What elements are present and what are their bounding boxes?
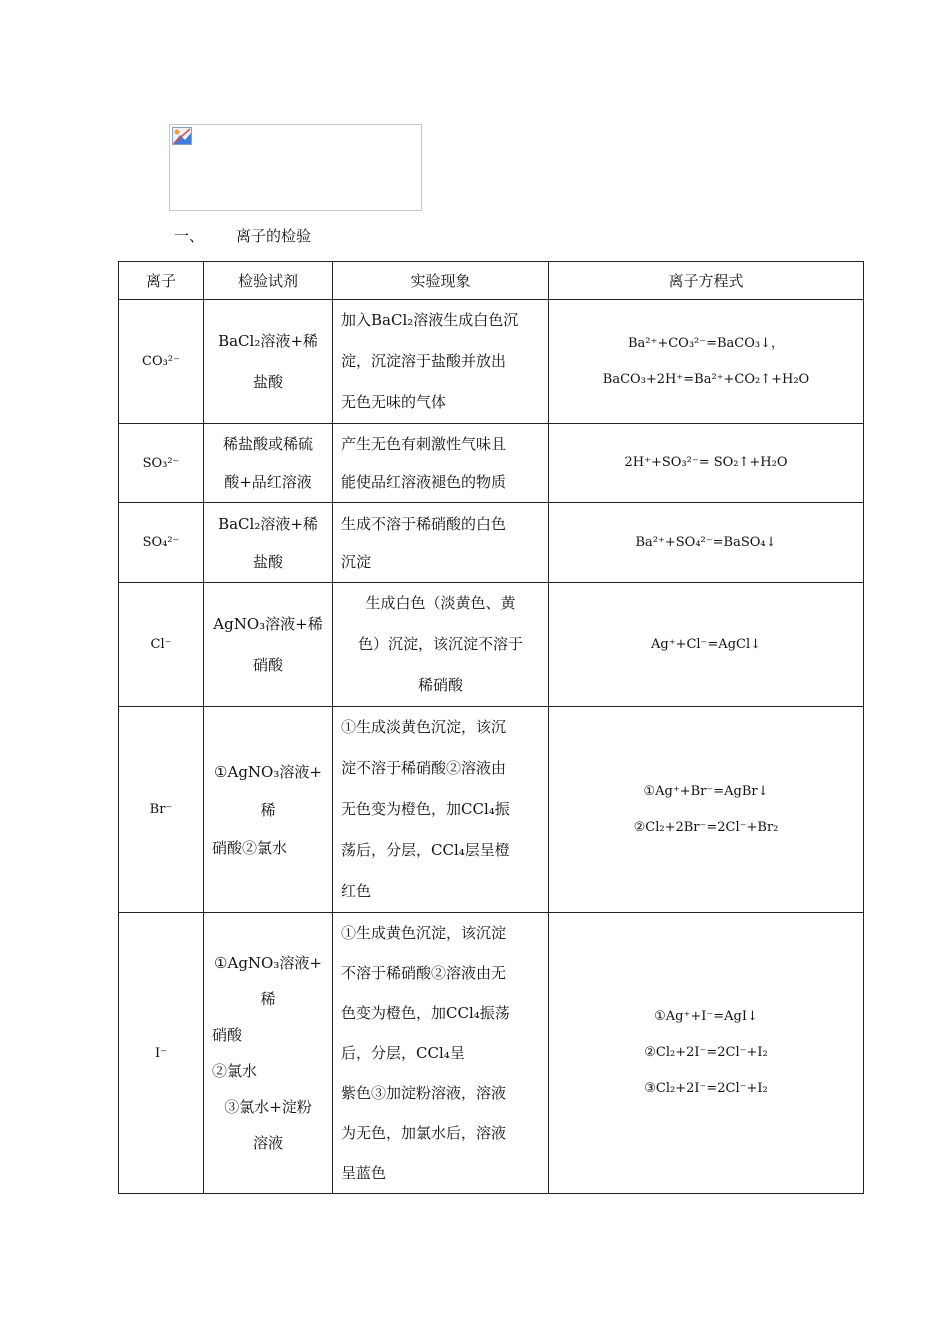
reagent-line: 盐酸 [252, 552, 283, 571]
reagent-line: 稀 [260, 990, 276, 1008]
ion-cell: SO₃²⁻ [119, 424, 204, 503]
header-ion: 离子 [119, 262, 204, 300]
phenomenon-line: 无色变为橙色，加CCl₄振 [341, 800, 510, 818]
reagent-line: 酸+品红溶液 [224, 473, 312, 491]
broken-image-placeholder [169, 124, 422, 211]
phenomenon-line: 能使品红溶液褪色的物质 [341, 473, 507, 491]
phenomenon-cell [333, 503, 549, 583]
phenomenon-line: 稀硝酸 [417, 676, 463, 694]
phenomenon-line: 红色 [341, 882, 372, 900]
table-row [119, 424, 864, 503]
equation-line: ②Cl₂+2Br⁻=2Cl⁻+Br₂ [633, 819, 779, 835]
section-number: 一、 [174, 227, 205, 245]
equation-line: Ba²⁺+CO₃²⁻=BaCO₃↓， [627, 335, 785, 351]
ion-test-table [118, 261, 864, 1194]
phenomenon-cell [333, 424, 549, 503]
ion-cell: CO₃²⁻ [119, 300, 204, 424]
reagent-line: ③氯水+淀粉 [224, 1098, 312, 1116]
reagent-line: 稀盐酸或稀硫 [222, 435, 313, 453]
phenomenon-cell [333, 913, 549, 1194]
reagent-line: 稀 [260, 800, 276, 819]
phenomenon-line: 生成白色（淡黄色、黄 [365, 594, 516, 612]
equation-line: ③Cl₂+2I⁻=2Cl⁻+I₂ [644, 1081, 768, 1096]
ion-cell: I⁻ [119, 913, 204, 1194]
reagent-line: 溶液 [252, 1134, 283, 1152]
reagent-cell [204, 707, 333, 913]
reagent-line: 盐酸 [252, 372, 283, 391]
table-row [119, 503, 864, 583]
ion-cell: SO₄²⁻ [119, 503, 204, 583]
reagent-line: ①AgNO₃溶液+ [214, 762, 322, 781]
phenomenon-line: 淀，沉淀溶于盐酸并放出 [341, 352, 507, 370]
reagent-line: AgNO₃溶液+稀 [213, 614, 323, 633]
phenomenon-cell [333, 300, 549, 424]
table-row [119, 707, 864, 913]
ion-cell: Br⁻ [119, 707, 204, 913]
reagent-line: 硝酸 [252, 655, 283, 674]
table-row [119, 300, 864, 424]
equation-line: Ag⁺+Cl⁻=AgCl↓ [650, 636, 762, 652]
header-reagent: 检验试剂 [204, 262, 333, 300]
reagent-line: BaCl₂溶液+稀 [218, 331, 318, 350]
reagent-line: ①AgNO₃溶液+ [214, 954, 322, 972]
phenomenon-line: 沉淀 [341, 552, 372, 571]
equation-line: ①Ag⁺+Br⁻=AgBr↓ [643, 783, 769, 799]
reagent-cell [204, 583, 333, 707]
phenomenon-cell [333, 707, 549, 913]
phenomenon-line: 紫色③加淀粉溶液，溶液 [341, 1084, 507, 1102]
phenomenon-line: 淀不溶于稀硝酸②溶液由 [341, 759, 507, 777]
reagent-cell [204, 503, 333, 583]
reagent-line: BaCl₂溶液+稀 [218, 514, 318, 533]
equation-cell [549, 503, 864, 583]
phenomenon-line: 呈蓝色 [341, 1164, 387, 1182]
equation-cell [549, 583, 864, 707]
equation-line: ①Ag⁺+I⁻=AgI↓ [654, 1009, 758, 1024]
phenomenon-line: 色变为橙色，加CCl₄振荡 [341, 1004, 510, 1022]
phenomenon-line: 后，分层，CCl₄呈 [341, 1044, 465, 1062]
header-phenomenon: 实验现象 [333, 262, 549, 300]
phenomenon-line: 不溶于稀硝酸②溶液由无 [341, 964, 507, 982]
equation-cell [549, 300, 864, 424]
equation-cell [549, 913, 864, 1194]
phenomenon-line: ①生成淡黄色沉淀，该沉 [341, 718, 507, 736]
equation-cell [549, 424, 864, 503]
phenomenon-cell [333, 583, 549, 707]
section-title: 离子的检验 [236, 227, 312, 245]
phenomenon-line: 为无色，加氯水后，溶液 [341, 1124, 507, 1142]
section-heading [174, 226, 311, 246]
reagent-cell [204, 424, 333, 503]
table-header-row [119, 262, 864, 300]
equation-line: ②Cl₂+2I⁻=2Cl⁻+I₂ [644, 1045, 768, 1060]
phenomenon-line: 生成不溶于稀硝酸的白色 [341, 514, 507, 533]
phenomenon-line: 产生无色有刺激性气味且 [341, 435, 507, 453]
equation-line: 2H⁺+SO₃²⁻= SO₂↑+H₂O [624, 455, 788, 470]
header-equation: 离子方程式 [549, 262, 864, 300]
reagent-line: 硝酸 [212, 1026, 243, 1044]
equation-cell [549, 707, 864, 913]
table-row [119, 583, 864, 707]
equation-line: Ba²⁺+SO₄²⁻=BaSO₄↓ [635, 534, 777, 550]
reagent-cell [204, 300, 333, 424]
phenomenon-line: 加入BaCl₂溶液生成白色沉 [341, 311, 519, 329]
reagent-cell [204, 913, 333, 1194]
ion-cell: Cl⁻ [119, 583, 204, 707]
reagent-line: 硝酸②氯水 [212, 838, 288, 857]
phenomenon-line: ①生成黄色沉淀，该沉淀 [341, 924, 507, 942]
phenomenon-line: 无色无味的气体 [341, 393, 447, 411]
equation-line: BaCO₃+2H⁺=Ba²⁺+CO₂↑+H₂O [602, 371, 810, 387]
reagent-line: ②氯水 [212, 1062, 258, 1080]
phenomenon-line: 荡后，分层，CCl₄层呈橙 [341, 841, 510, 859]
phenomenon-line: 色）沉淀，该沉淀不溶于 [357, 635, 523, 653]
table-row [119, 913, 864, 1194]
broken-image-icon [172, 127, 192, 145]
